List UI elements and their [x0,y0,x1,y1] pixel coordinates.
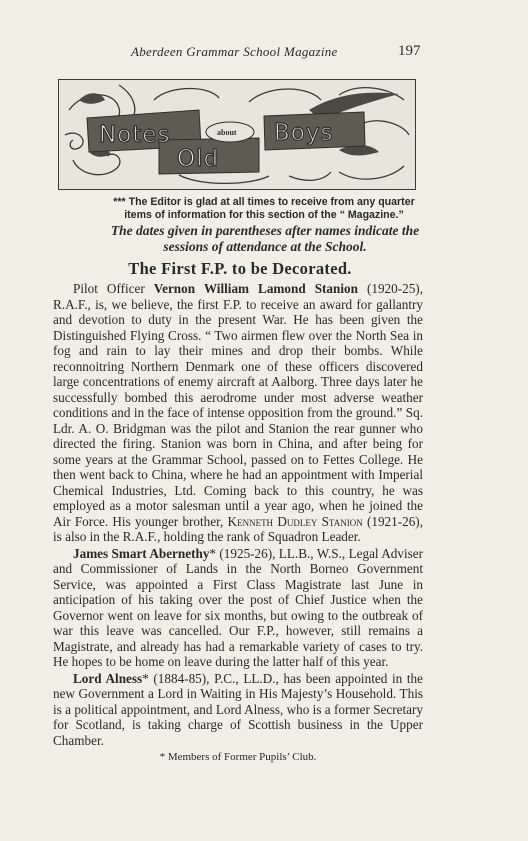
banner-word-boys: Boys [274,120,334,146]
paragraph-text-end: (1921-26), is also in the R.A.F., holding the rank of Squadron Leader. [53,513,423,544]
person-name: Vernon William Lamond Stanion [153,281,358,296]
section-heading: The First F.P. to be Decorated. [128,259,352,278]
running-title: Aberdeen Grammar School Magazine [131,44,338,59]
person-name: James Smart Abernethy [73,545,210,561]
footnote: * Members of Former Pupils’ Club. [159,751,317,763]
paragraph-stanion [53,281,423,545]
paragraph-alness [53,671,423,749]
paragraph-text: * (1925-26), LL.B., W.S., Legal Adviser and Commissioner of Lands in the North Borneo Government Service, was appointed a First Class Magistrate last June in anticipation of his taking over the post of Chief Justice when the Governor went on leave for six months, but owing to the outbreak of war this leave was cancelled. Our F.P., however, still remains a Magistrate, and already has had a remarkable variety of cases to try. He hopes to be home on leave during the latter half of this year. [53,545,423,669]
person-name: Lord Alness [73,670,143,686]
page-number: 197 [398,43,421,59]
running-head [0,44,528,64]
banner-word-notes: Notes [99,122,171,148]
dates-note: The dates given in parentheses after names indicate the sessions of attendance at the School. [110,223,420,254]
paragraph-lead: Pilot Officer [73,281,154,296]
banner-word-old: Old [177,146,220,172]
person-name-brother: Kenneth Dudley Stanion [227,513,363,529]
notes-about-old-boys-banner [58,79,416,190]
banner-word-about: about [217,128,237,137]
paragraph-text: * (1884-85), P.C., LL.D., has been appointed in the new Government a Lord in Waiting in His Majesty’s Household. This is a political appointment, and Lord Alness, who is a former Secretary for Scotland, is taking charge of Scottish business in the Upper Chamber. [53,670,423,748]
paragraph-text: (1920-25), R.A.F., is, we believe, the first F.P. to receive an award for gallantry and devotion to duty in the present War. He has been given the Distinguished Flying Cross. “ Two airmen flew over the North Sea in fog and rain to lay their mines and drop their bombs. While reconnoitring Northern Denmark one of these officers discovered large concentrations of enemy aircraft at Aalborg. Three days later he successfully bombed this aerodrome under most adverse weather conditions and in the face of intense opposition from the ground.” Sq. Ldr. A. O. Bridgman was the pilot and Stanion the rear gunner who directed the firing. Stanion was born in China, and after being for some years at the Grammar School, passed on to Fettes College. He then went back to China, where he had an appointment with Imperial Chemical Industries, Ltd. Coming back to this country, he was employed as a motor salesman until a year ago, when he joined the Air Force. His younger brother, [53,281,423,529]
banner-illustration [59,80,414,188]
article-body [53,281,423,748]
editor-note: *** The Editor is glad at all times to receive from any quarter items of information for this section of the “ Magazine.” [113,196,415,221]
paragraph-abernethy [53,546,423,670]
